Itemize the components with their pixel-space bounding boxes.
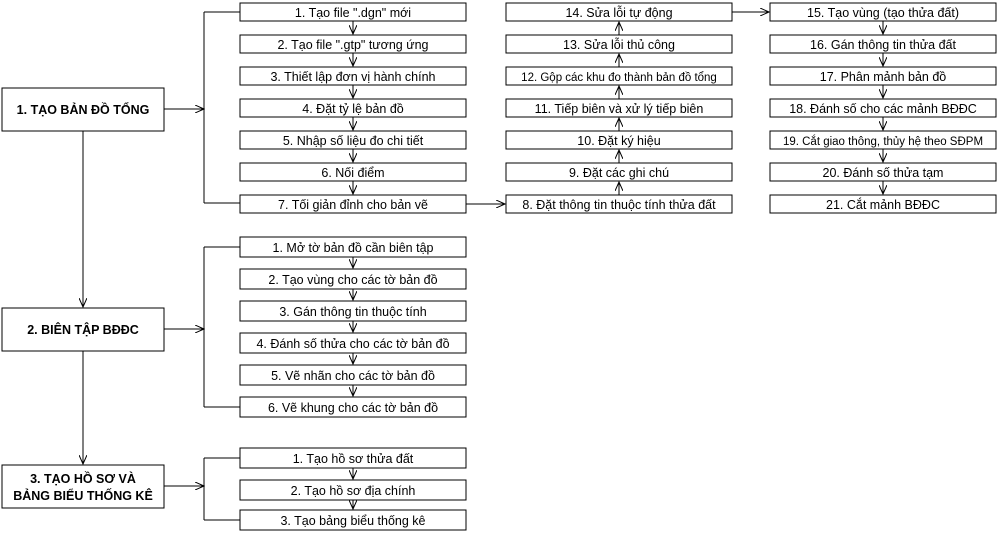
group2-step-3: 3. Gán thông tin thuộc tính	[279, 305, 427, 319]
group2-step-2: 2. Tạo vùng cho các tờ bản đồ	[268, 273, 438, 287]
group1-step-18: 18. Đánh số cho các mảnh BĐĐC	[789, 102, 977, 116]
group1-steps	[240, 3, 466, 213]
main-step-3-label-line1: 3. TẠO HỒ SƠ VÀ	[30, 472, 136, 486]
group1-step-20: 20. Đánh số thửa tạm	[822, 166, 944, 180]
group1-step-7: 7. Tối giản đỉnh cho bản vẽ	[278, 198, 428, 212]
group1-step-16: 16. Gán thông tin thửa đất	[810, 38, 956, 52]
group2-step-4: 4. Đánh số thửa cho các tờ bản đồ	[256, 337, 450, 351]
group2-steps	[240, 237, 466, 417]
group1-step-19: 19. Cắt giao thông, thủy hệ theo SĐPM	[782, 136, 984, 148]
group2-step-5: 5. Vẽ nhãn cho các tờ bản đồ	[271, 369, 435, 383]
group1-step-14: 14. Sửa lỗi tự động	[565, 6, 673, 20]
group1-step-4: 4. Đặt tỷ lệ bản đồ	[302, 102, 404, 116]
group1-step-21: 21. Cắt mảnh BĐĐC	[826, 198, 940, 212]
group1-step-13: 13. Sửa lỗi thủ công	[563, 38, 675, 52]
main-step-2	[2, 308, 164, 351]
group1-step-11: 11. Tiếp biên và xử lý tiếp biên	[534, 102, 704, 116]
group1-step-1: 1. Tạo file ".dgn" mới	[294, 6, 412, 20]
group1-step-17: 17. Phân mảnh bản đồ	[819, 70, 947, 84]
group1-step-6: 6. Nối điểm	[321, 166, 385, 180]
group1-step-3: 3. Thiết lập đơn vị hành chính	[270, 70, 436, 84]
group1-step-15: 15. Tạo vùng (tạo thửa đất)	[807, 6, 959, 20]
group1-step-10: 10. Đặt ký hiệu	[577, 134, 661, 148]
group3-step-2: 2. Tạo hồ sơ địa chính	[290, 484, 416, 498]
group1-cont-steps	[506, 3, 732, 213]
group1-step-8: 8. Đặt thông tin thuộc tính thửa đất	[522, 198, 716, 212]
group1-step-5: 5. Nhập số liệu đo chi tiết	[282, 134, 424, 148]
main-step-1-label: 1. TẠO BẢN ĐỒ TỔNG	[16, 103, 150, 117]
main-step-2-label: 2. BIÊN TẬP BĐĐC	[27, 323, 139, 337]
group2-step-1: 1. Mở tờ bản đồ cần biên tập	[272, 241, 434, 255]
group1-step-2: 2. Tạo file ".gtp" tương ứng	[277, 38, 429, 52]
main-step-3	[2, 465, 164, 508]
main-step-3-label-line2: BẢNG BIỂU THỐNG KÊ	[13, 489, 153, 503]
group1-cont2-steps	[770, 3, 996, 213]
group1-step-9: 9. Đặt các ghi chú	[568, 166, 670, 180]
group3-step-1: 1. Tạo hồ sơ thửa đất	[292, 452, 414, 466]
group2-step-6: 6. Vẽ khung cho các tờ bản đồ	[267, 401, 439, 415]
group1-step-12: 12. Gộp các khu đo thành bản đồ tổng	[521, 72, 717, 84]
group3-step-3: 3. Tạo bảng biểu thống kê	[280, 514, 426, 528]
main-step-1	[2, 88, 164, 131]
group3-steps	[240, 448, 466, 530]
